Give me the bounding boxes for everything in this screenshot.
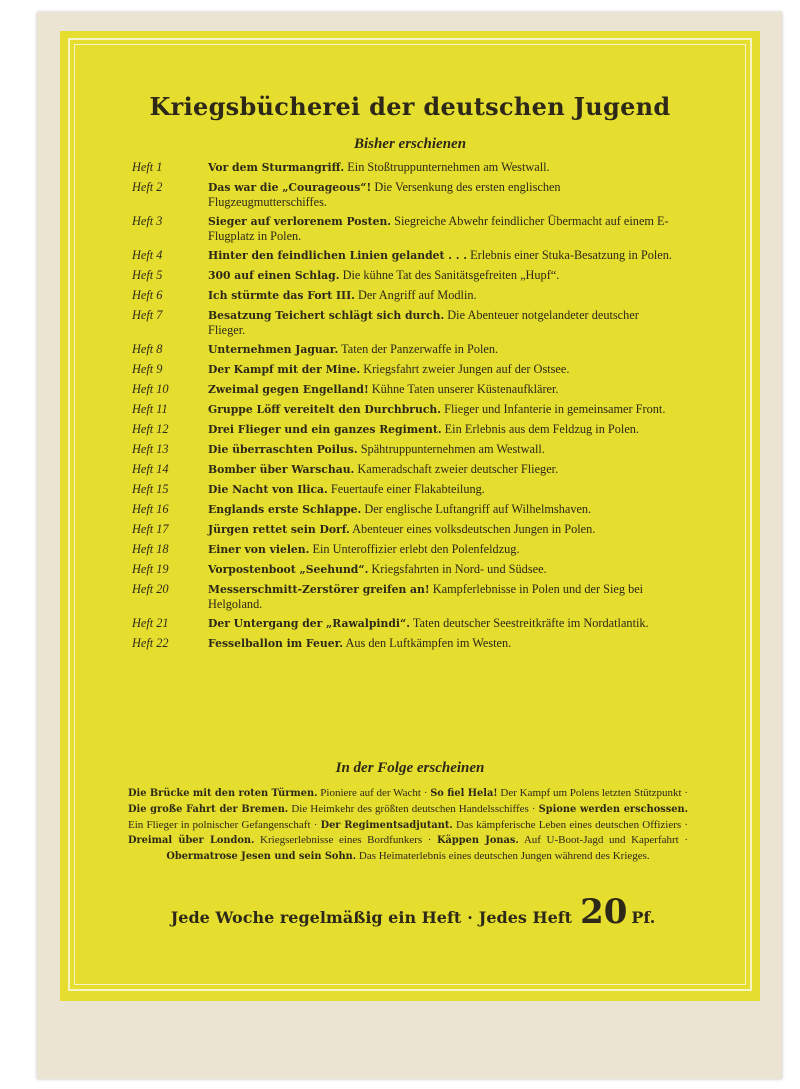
- issue-description: Aus den Luftkämpfen im Westen.: [345, 636, 512, 650]
- issue-entry: [208, 482, 675, 497]
- upcoming-paragraph: [128, 786, 688, 865]
- issue-number: Heft 17: [132, 522, 169, 536]
- issue-entry: [208, 382, 675, 397]
- issue-number: Heft 16: [132, 502, 169, 516]
- issue-row: [130, 422, 675, 437]
- issue-title: Englands erste Schlappe.: [208, 503, 362, 516]
- upcoming-separator: ·: [531, 802, 536, 815]
- issue-number: Heft 13: [132, 442, 169, 456]
- issue-row: [130, 402, 675, 417]
- issue-title: Das war die „Courageous“!: [208, 181, 372, 194]
- issue-entry: [208, 214, 675, 243]
- issue-entry: [208, 308, 675, 337]
- issue-number: Heft 11: [132, 402, 168, 416]
- price-line: [108, 892, 718, 932]
- issue-entry: [208, 582, 675, 611]
- issue-row: [130, 382, 675, 397]
- issue-description: Taten der Panzerwaffe in Polen.: [341, 342, 499, 356]
- issue-row: [130, 308, 675, 337]
- upcoming-description: Der Kampf um Polens letzten Stützpunkt: [500, 787, 682, 799]
- upcoming-title: Käppen Jonas.: [437, 835, 519, 847]
- issue-entry: [208, 616, 675, 631]
- issue-row: [130, 502, 675, 517]
- issue-row: [130, 482, 675, 497]
- issue-row: [130, 616, 675, 631]
- issue-number: Heft 12: [132, 422, 169, 436]
- issue-number: Heft 7: [132, 308, 163, 322]
- upcoming-title: Der Regimentsadjutant.: [320, 819, 453, 831]
- issue-row: [130, 442, 675, 457]
- issue-entry: [208, 268, 675, 283]
- issue-title: Der Kampf mit der Mine.: [208, 363, 361, 376]
- issue-entry: [208, 542, 675, 557]
- weekly-text: Jede Woche regelmäßig ein Heft: [170, 908, 462, 927]
- issue-description: Flieger und Infanterie in gemeinsamer Front.: [444, 402, 666, 416]
- issue-row: [130, 180, 675, 209]
- issue-description: Ein Stoßtruppunternehmen am Westwall.: [347, 160, 550, 174]
- upcoming-description: Das kämpferische Leben eines deutschen Offiziers: [456, 818, 682, 831]
- issue-row: [130, 522, 675, 537]
- issue-description: Kameradschaft zweier deutscher Flieger.: [357, 462, 559, 476]
- upcoming-title: Die Brücke mit den roten Türmen.: [128, 788, 318, 799]
- issue-number: Heft 5: [132, 268, 163, 282]
- issue-title: Ich stürmte das Fort III.: [208, 289, 355, 302]
- issue-entry: [208, 636, 675, 651]
- issue-entry: [208, 402, 675, 417]
- issue-entry: [208, 180, 675, 209]
- issue-title: Zweimal gegen Engelland!: [208, 383, 369, 396]
- issue-entry: [208, 288, 675, 303]
- issue-description: Der englische Luftangriff auf Wilhelmshaven.: [364, 502, 592, 516]
- issue-entry: [208, 442, 675, 457]
- issue-description: Kriegsfahrt zweier Jungen auf der Ostsee.: [363, 362, 570, 376]
- issue-entry: [208, 502, 675, 517]
- issue-number: Heft 19: [132, 562, 169, 576]
- upcoming-title: Obermatrose Jesen und sein Sohn.: [166, 851, 357, 863]
- issue-row: [130, 214, 675, 243]
- issue-title: Einer von vielen.: [208, 543, 310, 556]
- issue-description: Siegreiche Abwehr feindlicher Übermacht auf einem E-Flugplatz in Polen.: [208, 214, 669, 243]
- upcoming-title: So fiel Hela!: [430, 788, 498, 799]
- issue-entry: [208, 462, 675, 477]
- issue-entry: [208, 422, 675, 437]
- price-value: 20: [580, 892, 628, 932]
- separator: ·: [467, 908, 473, 927]
- upcoming-description: Pioniere auf der Wacht: [320, 787, 421, 799]
- issue-row: [130, 462, 675, 477]
- issue-title: Unternehmen Jaguar.: [208, 343, 339, 356]
- issue-row: [130, 288, 675, 303]
- issue-row: [130, 160, 675, 175]
- issue-title: Hinter den feindlichen Linien gelandet . . .: [208, 249, 468, 262]
- issue-row: [130, 248, 675, 263]
- issue-description: Kampferlebnisse in Polen und der Sieg bei Helgoland.: [208, 582, 644, 611]
- upcoming-separator: ·: [684, 787, 689, 799]
- upcoming-separator: ·: [313, 818, 318, 831]
- issue-title: Gruppe Löff vereitelt den Durchbruch.: [208, 403, 442, 416]
- issue-number: Heft 4: [132, 248, 163, 262]
- issue-title: Die Nacht von Ilica.: [208, 483, 328, 496]
- issue-number: Heft 6: [132, 288, 163, 302]
- issue-title: Bomber über Warschau.: [208, 463, 355, 476]
- issue-description: Die Versenkung des ersten englischen Flugzeugmutterschiffes.: [208, 180, 561, 209]
- issue-description: Ein Unteroffizier erlebt den Polenfeldzug.: [312, 542, 520, 556]
- issue-number: Heft 3: [132, 214, 163, 228]
- issue-title: 300 auf einen Schlag.: [208, 269, 340, 282]
- issue-number: Heft 8: [132, 342, 163, 356]
- upcoming-separator: ·: [427, 834, 432, 847]
- issue-row: [130, 268, 675, 283]
- issue-row: [130, 582, 675, 611]
- issue-number: Heft 10: [132, 382, 169, 396]
- upcoming-separator: ·: [684, 818, 689, 831]
- issue-number: Heft 15: [132, 482, 169, 496]
- issue-row: [130, 342, 675, 357]
- issue-number: Heft 1: [132, 160, 163, 174]
- issue-entry: [208, 160, 675, 175]
- issue-description: Ein Erlebnis aus dem Feldzug in Polen.: [444, 422, 640, 436]
- issue-entry: [208, 362, 675, 377]
- upcoming-separator: ·: [684, 834, 689, 847]
- issue-title: Besatzung Teichert schlägt sich durch.: [208, 309, 445, 322]
- upcoming-title: Spione werden erschossen.: [538, 803, 689, 815]
- issue-description: Feuertaufe einer Flakabteilung.: [330, 482, 485, 496]
- page-title: Kriegsbücherei der deutschen Jugend: [149, 92, 671, 121]
- issue-title: Vor dem Sturmangriff.: [208, 161, 345, 174]
- upcoming-title: Dreimal über London.: [128, 835, 255, 847]
- issue-number: Heft 18: [132, 542, 169, 556]
- each-issue-text: Jedes Heft: [478, 908, 573, 927]
- issue-title: Drei Flieger und ein ganzes Regiment.: [208, 423, 442, 436]
- issue-number: Heft 21: [132, 616, 169, 630]
- issue-entry: [208, 248, 675, 263]
- issue-title: Sieger auf verlorenem Posten.: [208, 215, 392, 228]
- issue-description: Taten deutscher Seestreitkräfte im Nordatlantik.: [412, 616, 649, 630]
- price-unit: Pf.: [631, 908, 656, 927]
- issue-entry: [208, 342, 675, 357]
- issue-title: Der Untergang der „Rawalpindi“.: [208, 617, 410, 630]
- issue-description: Die Abenteuer notgelandeter deutscher Flieger.: [208, 308, 639, 337]
- issue-description: Kriegsfahrten in Nord- und Südsee.: [371, 562, 547, 576]
- issue-number: Heft 20: [132, 582, 169, 596]
- issue-row: [130, 562, 675, 577]
- upcoming-separator: ·: [423, 787, 428, 799]
- issue-title: Vorpostenboot „Seehund“.: [208, 563, 369, 576]
- issue-row: [130, 542, 675, 557]
- published-heading: Bisher erschienen: [353, 136, 467, 152]
- issue-list: [130, 160, 675, 656]
- issue-number: Heft 14: [132, 462, 169, 476]
- upcoming-heading: In der Folge erscheinen: [335, 760, 485, 776]
- issue-row: [130, 636, 675, 651]
- issue-number: Heft 9: [132, 362, 163, 376]
- issue-description: Die kühne Tat des Sanitätsgefreiten „Hupf“.: [342, 268, 560, 282]
- issue-number: Heft 2: [132, 180, 163, 194]
- issue-description: Spähtruppunternehmen am Westwall.: [360, 442, 545, 456]
- issue-description: Kühne Taten unserer Küstenaufklärer.: [371, 382, 559, 396]
- upcoming-description: Auf U-Boot-Jagd und Kaperfahrt: [523, 834, 679, 847]
- issue-title: Jürgen rettet sein Dorf.: [208, 523, 350, 536]
- issue-description: Erlebnis einer Stuka-Besatzung in Polen.: [470, 248, 672, 262]
- issue-entry: [208, 562, 675, 577]
- issue-description: Abenteuer eines volksdeutschen Jungen in Polen.: [352, 522, 596, 536]
- upcoming-description: Die Heimkehr des größten deutschen Handelsschiffes: [291, 802, 529, 815]
- issue-title: Messerschmitt-Zerstörer greifen an!: [208, 583, 430, 596]
- issue-row: [130, 362, 675, 377]
- issue-number: Heft 22: [132, 636, 169, 650]
- upcoming-description: Kriegserlebnisse eines Bordfunkers: [260, 834, 423, 847]
- issue-title: Die überraschten Poilus.: [208, 443, 358, 456]
- issue-description: Der Angriff auf Modlin.: [357, 288, 477, 302]
- upcoming-description: Ein Flieger in polnischer Gefangenschaft: [128, 818, 311, 831]
- upcoming-title: Die große Fahrt der Bremen.: [128, 803, 289, 815]
- issue-entry: [208, 522, 675, 537]
- issue-title: Fesselballon im Feuer.: [208, 637, 344, 650]
- upcoming-description: Das Heimaterlebnis eines deutschen Jungen während des Krieges.: [358, 850, 650, 863]
